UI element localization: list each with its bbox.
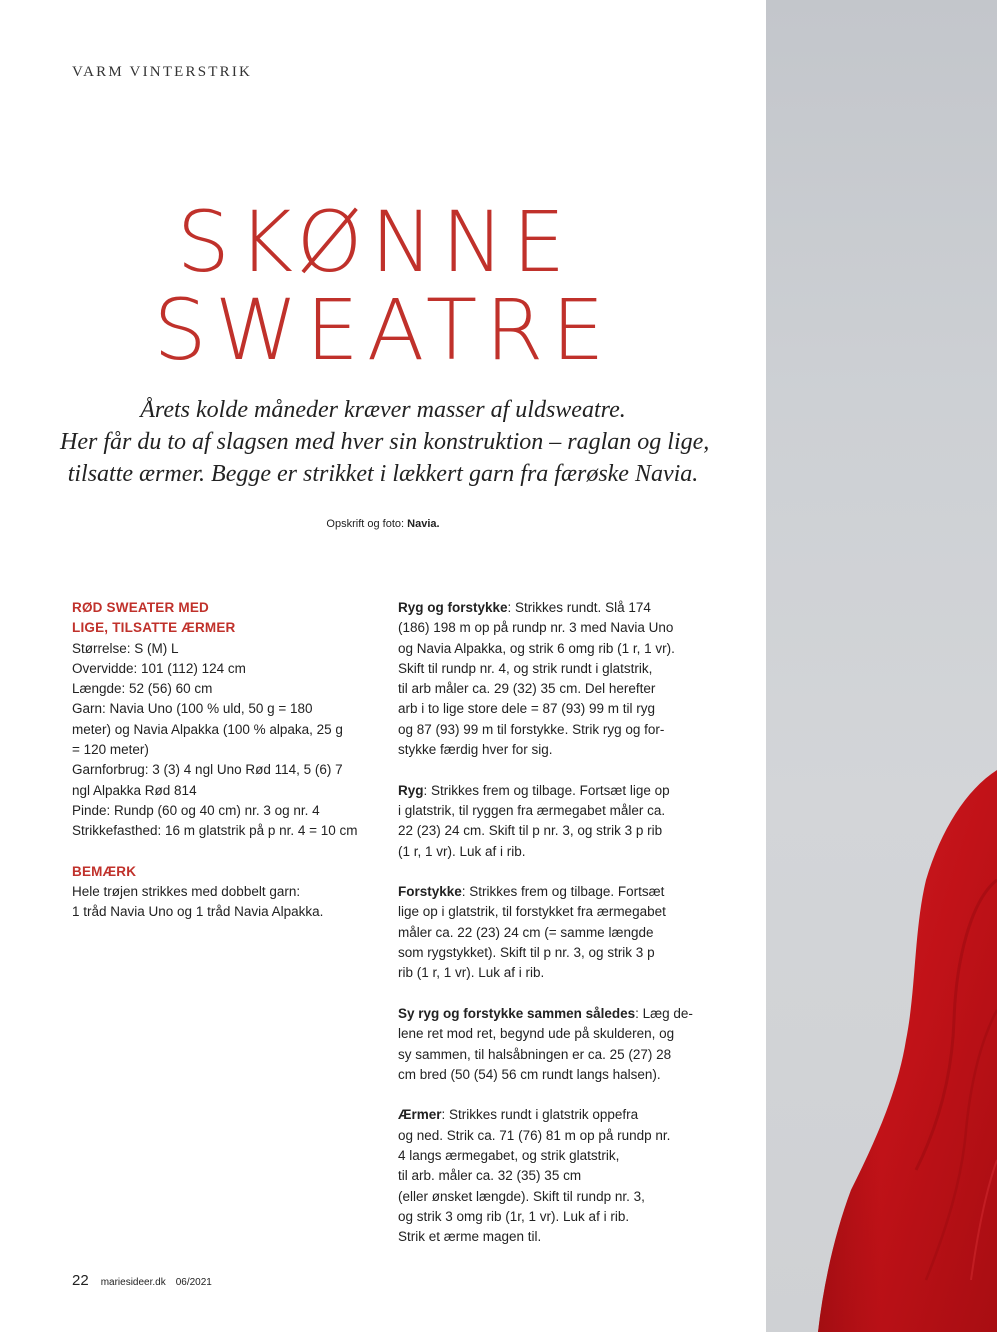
spec-line: meter) og Navia Alpakka (100 % alpaka, 25 g	[72, 721, 343, 737]
instruction-line: Strik et ærme magen til.	[398, 1229, 542, 1245]
spec-line: Garnforbrug: 3 (3) 4 ngl Uno Rød 114, 5 (6) 7	[72, 762, 343, 778]
instruction-line: cm bred (50 (54) 56 cm rundt langs halsen).	[398, 1066, 661, 1082]
instruction-line: lene ret mod ret, begynd ude på skulderen, og	[398, 1026, 675, 1042]
step-label: Ryg og forstykke	[398, 600, 508, 615]
intro-line: Årets kolde måneder kræver masser af uldsweatre.	[140, 397, 626, 423]
spec-line: Strikkefasthed: 16 m glatstrik på p nr. 4 = 10 cm	[72, 823, 358, 839]
spec-line: Overvidde: 101 (112) 124 cm	[72, 660, 246, 676]
instruction-line: lige op i glatstrik, til forstykket fra ærmegabet	[398, 904, 666, 920]
issue-number: 06/2021	[175, 1277, 212, 1288]
pattern-heading: RØD SWEATER MED	[72, 600, 209, 615]
spec-line: ngl Alpakka Rød 814	[72, 782, 197, 798]
intro-line: Her får du to af slagsen med hver sin konstruktion – raglan og lige,	[60, 429, 710, 455]
instruction-line: til arb. måler ca. 32 (35) 35 cm	[398, 1168, 582, 1184]
instruction-line: rib (1 r, 1 vr). Luk af i rib.	[398, 965, 545, 981]
instruction-line: som rygstykket). Skift til p nr. 3, og strik 3 p	[398, 945, 655, 961]
step-label: Forstykke	[398, 884, 462, 900]
note-line: Hele trøjen strikkes med dobbelt garn:	[72, 884, 301, 900]
instruction-line	[398, 781, 708, 801]
instruction-line	[398, 1004, 708, 1024]
instruction-text: : Strikkes rundt. Slå 174	[507, 600, 651, 615]
instructions-column	[398, 598, 708, 1248]
spec-line: Længde: 52 (56) 60 cm	[72, 681, 213, 697]
photo-credit	[0, 518, 766, 530]
instruction-line: (eller ønsket længde). Skift til rundp nr. 3,	[398, 1188, 645, 1204]
instruction-line: i glatstrik, til ryggen fra ærmegabet måler ca.	[398, 802, 666, 818]
instruction-line: sy sammen, til halsåbningen er ca. 25 (27) 28	[398, 1046, 672, 1062]
title-line-1: SKØNNE	[176, 193, 574, 291]
red-sweater-image	[766, 0, 997, 1332]
instruction-line	[398, 1105, 708, 1125]
step-label: Ryg	[398, 782, 424, 798]
instruction-line: og Navia Alpakka, og strik 6 omg rib (1 r, 1 vr).	[398, 640, 675, 656]
instruction-line: 4 langs ærmegabet, og strik glatstrik,	[398, 1148, 620, 1164]
spec-line: Pinde: Rundp (60 og 40 cm) nr. 3 og nr. 4	[72, 802, 320, 818]
instruction-line: og ned. Strik ca. 71 (76) 81 m op på rundp nr.	[398, 1127, 671, 1143]
instruction-line: og strik 3 omg rib (1r, 1 vr). Luk af i rib.	[398, 1208, 630, 1224]
instruction-line	[398, 598, 708, 618]
instruction-line: (1 r, 1 vr). Luk af i rib.	[398, 843, 526, 859]
instruction-line: stykke færdig hver for sig.	[398, 742, 553, 758]
credit-label: Opskrift og foto:	[326, 518, 405, 530]
note-line: 1 tråd Navia Uno og 1 tråd Navia Alpakka.	[72, 904, 324, 920]
intro-line: tilsatte ærmer. Begge er strikket i lækkert garn fra færøske Navia.	[67, 461, 699, 487]
instruction-text: : Strikkes frem og tilbage. Fortsæt	[461, 884, 665, 900]
credit-value: Navia.	[407, 518, 440, 530]
page-number: 22	[72, 1272, 89, 1289]
spec-line: Størrelse: S (M) L	[72, 640, 179, 656]
intro-text	[60, 394, 710, 490]
section-label: VARM VINTERSTRIK	[72, 64, 253, 80]
instruction-line: Skift til rundp nr. 4, og strik rundt i glatstrik,	[398, 660, 653, 676]
title-line-2: SWEATRE	[153, 281, 613, 379]
pattern-specs-column	[72, 598, 377, 923]
pattern-heading: LIGE, TILSATTE ÆRMER	[72, 620, 236, 636]
spec-line: Garn: Navia Uno (100 % uld, 50 g = 180	[72, 701, 313, 717]
instruction-text: : Strikkes frem og tilbage. Fortsæt lige op	[423, 782, 670, 798]
sweater-photo	[766, 0, 997, 1332]
instruction-line: og 87 (93) 99 m til forstykke. Strik ryg og for-	[398, 721, 665, 737]
instruction-text: : Strikkes rundt i glatstrik oppefra	[441, 1107, 639, 1123]
note-heading: BEMÆRK	[72, 863, 137, 879]
site-name: mariesideer.dk	[100, 1277, 166, 1288]
step-label: Sy ryg og forstykke sammen således	[398, 1005, 636, 1021]
instruction-line: måler ca. 22 (23) 24 cm (= samme længde	[398, 924, 654, 940]
page-footer	[72, 1272, 212, 1289]
step-label: Ærmer	[398, 1107, 442, 1123]
instruction-line: til arb måler ca. 29 (32) 35 cm. Del herefter	[398, 681, 656, 697]
instruction-line: (186) 198 m op på rundp nr. 3 med Navia Uno	[398, 620, 674, 636]
instruction-line	[398, 882, 708, 902]
instruction-line: 22 (23) 24 cm. Skift til p nr. 3, og strik 3 p rib	[398, 823, 663, 839]
instruction-line: arb i to lige store dele = 87 (93) 99 m til ryg	[398, 701, 656, 717]
instruction-text: : Læg de-	[635, 1005, 693, 1021]
spec-line: = 120 meter)	[72, 742, 149, 758]
